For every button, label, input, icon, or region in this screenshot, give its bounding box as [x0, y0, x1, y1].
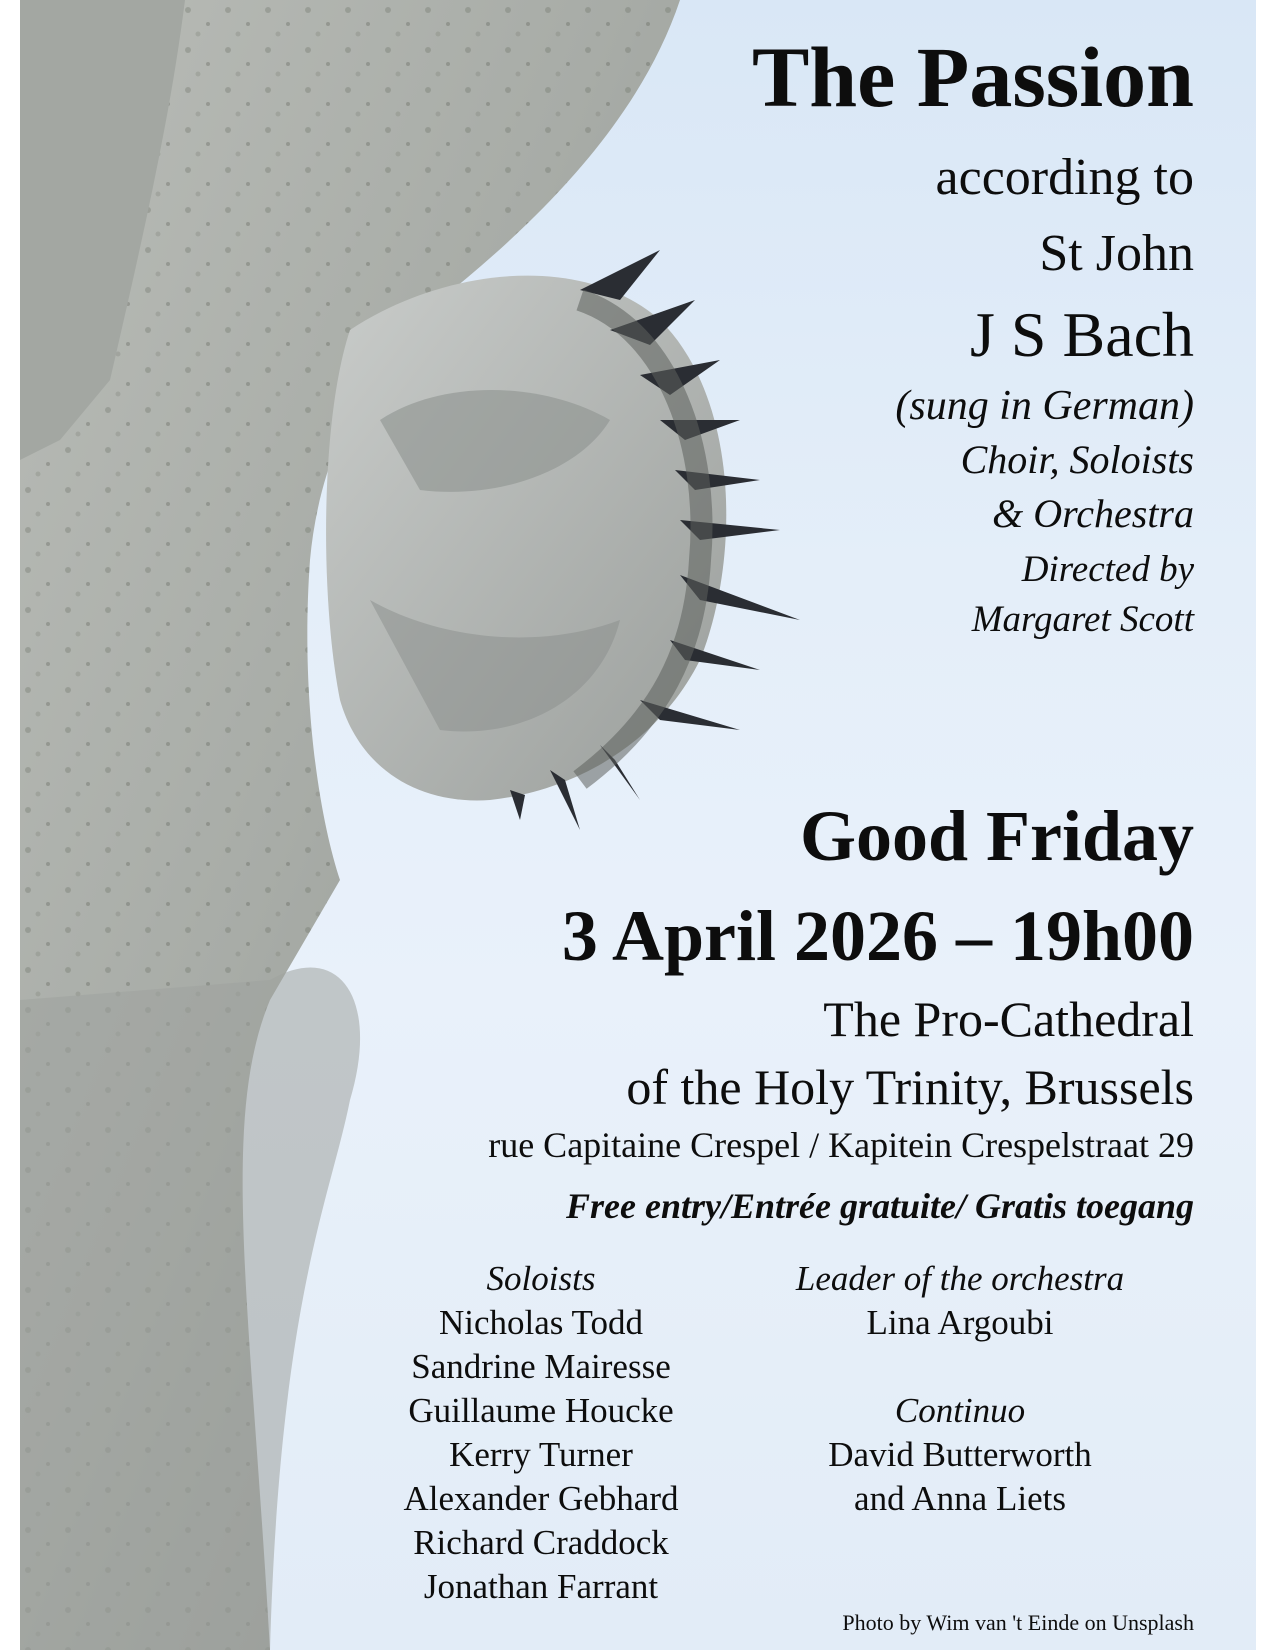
- continuo-name: David Butterworth: [828, 1435, 1092, 1474]
- spacer: [760, 1345, 1160, 1389]
- subtitle-according-to: according to: [935, 149, 1194, 206]
- soloists-column: [320, 1257, 762, 1609]
- forces-line-2: & Orchestra: [992, 491, 1194, 536]
- soloist-name: Sandrine Mairesse: [411, 1347, 671, 1386]
- forces-line-1: Choir, Soloists: [960, 437, 1194, 482]
- entry-note: Free entry/Entrée gratuite/ Gratis toegang: [565, 1186, 1194, 1226]
- composer-name: J S Bach: [970, 299, 1194, 370]
- venue-address: rue Capitaine Crespel / Kapitein Crespelstraat 29: [488, 1125, 1194, 1165]
- soloist-name: Alexander Gebhard: [403, 1479, 679, 1518]
- concert-poster: [20, 0, 1256, 1650]
- continuo-heading: Continuo: [894, 1391, 1026, 1430]
- soloists-heading: Soloists: [486, 1259, 596, 1298]
- poster-title: The Passion: [751, 29, 1194, 125]
- director-name: Margaret Scott: [971, 599, 1194, 640]
- soloist-name: Kerry Turner: [449, 1435, 633, 1474]
- continuo-name: and Anna Liets: [854, 1479, 1066, 1518]
- venue-line-1: The Pro-Cathedral: [823, 991, 1194, 1047]
- directed-by-label: Directed by: [1021, 549, 1194, 590]
- event-date-time: 3 April 2026 – 19h00: [561, 896, 1194, 976]
- venue-line-2: of the Holy Trinity, Brussels: [626, 1059, 1194, 1115]
- soloist-name: Richard Craddock: [413, 1523, 669, 1562]
- leader-name: Lina Argoubi: [866, 1303, 1054, 1342]
- photo-credit: Photo by Wim van 't Einde on Unsplash: [842, 1610, 1194, 1635]
- subtitle-st-john: St John: [1039, 225, 1194, 282]
- soloist-name: Guillaume Houcke: [408, 1391, 674, 1430]
- soloist-name: Nicholas Todd: [439, 1303, 643, 1342]
- event-name: Good Friday: [799, 796, 1194, 876]
- language-note: (sung in German): [895, 383, 1194, 429]
- leader-heading: Leader of the orchestra: [795, 1259, 1125, 1298]
- soloist-name: Jonathan Farrant: [423, 1567, 659, 1606]
- orchestra-column: [760, 1257, 1160, 1521]
